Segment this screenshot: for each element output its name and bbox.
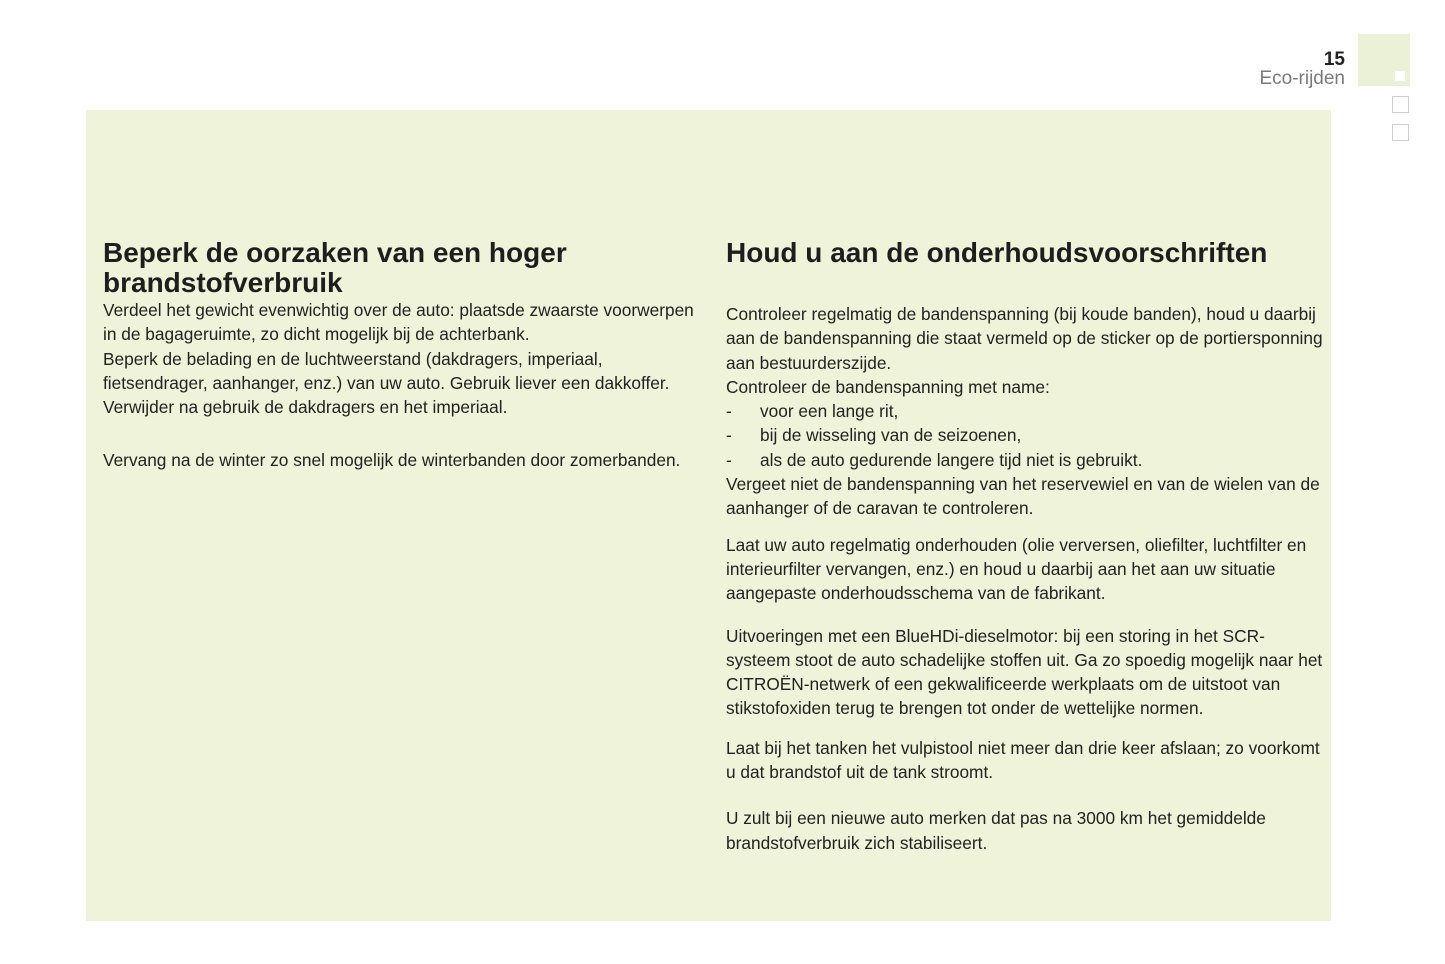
chapter-marker-active <box>1395 71 1405 81</box>
list-item: - als de auto gedurende langere tijd niet is gebruikt. <box>726 449 1143 470</box>
page-number: 15 <box>1323 49 1345 70</box>
paragraph: Vergeet niet de bandenspanning van het reservewiel en van de wielen van de aanhanger of de caravan te controleren. <box>726 474 1320 519</box>
paragraph: Verdeel het gewicht evenwichtig over de auto: plaatsde zwaarste voorwerpen in de bagageruimte, zo dicht mogelijk bij de achterbank. <box>103 300 694 345</box>
left-heading: Beperk de oorzaken van een hoger brandstofverbruik <box>103 237 567 298</box>
paragraph: Vervang na de winter zo snel mogelijk de winterbanden door zomerbanden. <box>103 450 681 471</box>
paragraph: Laat bij het tanken het vulpistool niet meer dan drie keer afslaan; zo voorkomt u dat brandstof uit de tank stroomt. <box>726 737 1320 783</box>
right-heading: Houd u aan de onderhoudsvoorschriften <box>726 237 1268 268</box>
section-title: Eco-rijden <box>1259 68 1345 89</box>
paragraph: Verwijder na gebruik de dakdragers en het imperiaal. <box>103 397 508 418</box>
list-item: - voor een lange rit, <box>726 401 899 422</box>
list-item: - bij de wisseling van de seizoenen, <box>726 425 1022 446</box>
paragraph: Controleer regelmatig de bandenspanning (bij koude banden), houd u daarbij aan de bandenspanning die staat vermeld op de sticker op de portiersponning aan bestuurderszijde. <box>726 304 1323 373</box>
paragraph: Laat uw auto regelmatig onderhouden (olie verversen, oliefilter, luchtfilter en interieurfilter vervangen, enz.) en houd u daarbij aan het aan uw situatie aangepaste onderhoudsschema van de fabrikant. <box>726 534 1307 604</box>
right-column <box>726 238 1326 855</box>
chapter-marker <box>1392 96 1409 113</box>
left-column <box>103 238 703 473</box>
chapter-marker <box>1392 124 1409 141</box>
paragraph: Uitvoeringen met een BlueHDi-dieselmotor: bij een storing in het SCR-systeem stoot de auto schadelijke stoffen uit. Ga zo spoedig mogelijk naar het CITROËN-netwerk of een gekwalificeerde werkplaats om de uitstoot van stikstofoxiden terug te brengen tot onder de wettelijke normen. <box>726 625 1323 719</box>
paragraph: Beperk de belading en de luchtweerstand (dakdragers, imperiaal, fietsendrager, aanhanger, enz.) van uw auto. Gebruik liever een dakkoffer. <box>103 348 670 393</box>
paragraph: Controleer de bandenspanning met name: <box>726 376 1050 397</box>
paragraph: U zult bij een nieuwe auto merken dat pas na 3000 km het gemiddelde brandstofverbruik zich stabiliseert. <box>726 808 1266 853</box>
